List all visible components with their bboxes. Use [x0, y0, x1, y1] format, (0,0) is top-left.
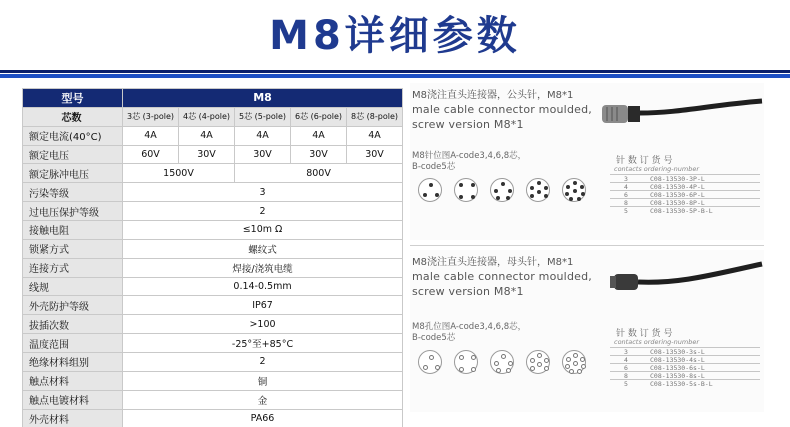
contact-dot: [565, 364, 570, 369]
spec-rows: [23, 183, 403, 427]
contact-dot: [537, 181, 541, 185]
spec-row-label: 锁紧方式: [23, 239, 123, 258]
spec-impulse-label: 额定脉冲电压: [23, 164, 123, 183]
contact-dot: [544, 358, 549, 363]
spec-current-value: 4A: [123, 126, 179, 145]
spec-cores-option: 8芯 (8-pole): [347, 107, 403, 126]
spec-voltage-value: 30V: [291, 145, 347, 164]
contact-dot: [501, 354, 506, 359]
spec-voltage-label: 额定电压: [23, 145, 123, 164]
spec-row-label: 拔插次数: [23, 315, 123, 334]
order-contacts: 8: [624, 199, 628, 207]
contact-dot: [494, 361, 499, 366]
male-connector-panel: [410, 83, 764, 240]
male-order-header: 针 数 订 货 号: [616, 156, 673, 166]
contact-dot: [581, 192, 585, 196]
contact-dot: [573, 189, 577, 193]
contact-dot: [581, 364, 586, 369]
spec-row: [23, 371, 403, 390]
spec-current-value: 4A: [347, 126, 403, 145]
order-contacts: 3: [624, 175, 628, 183]
spec-row-label: 连接方式: [23, 258, 123, 277]
contact-dot: [530, 186, 534, 190]
contact-dot: [537, 190, 541, 194]
order-number: C08-13530-6s-L: [650, 364, 705, 372]
spec-voltage-value: 30V: [347, 145, 403, 164]
contact-dot: [569, 369, 574, 374]
contact-dot: [573, 181, 577, 185]
contact-dot: [566, 357, 571, 362]
female-order-subheader: contacts ordering-number: [614, 338, 699, 346]
contact-dot: [530, 358, 535, 363]
page-title: M8详细参数: [269, 13, 521, 59]
contact-dot: [501, 182, 505, 186]
order-row: [610, 379, 760, 388]
title-underline: [0, 70, 790, 78]
contact-dot: [580, 185, 584, 189]
male-en-line2: screw version M8*1: [412, 118, 524, 131]
spec-row-label: 绝缘材料组别: [23, 353, 123, 372]
male-pin-diagram: [490, 178, 514, 202]
spec-row-value: 金: [123, 390, 403, 409]
order-number: C08-13530-4s-L: [650, 356, 705, 364]
contact-dot: [459, 355, 464, 360]
spec-row: [23, 183, 403, 202]
spec-voltage-row: [23, 145, 403, 164]
spec-row-value: IP67: [123, 296, 403, 315]
female-cable-image: [600, 258, 764, 298]
spec-row-value: -25°至+85°C: [123, 334, 403, 353]
spec-header-row: [23, 89, 403, 108]
order-number: C08-13530-5P-B-L: [650, 207, 713, 215]
contact-dot: [429, 183, 433, 187]
spec-row-label: 污染等级: [23, 183, 123, 202]
contact-dot: [577, 197, 581, 201]
contact-dot: [496, 368, 501, 373]
spec-current-value: 4A: [235, 126, 291, 145]
spec-row-value: 2: [123, 202, 403, 221]
female-order-header: 针 数 订 货 号: [616, 329, 673, 339]
spec-row-value: 3: [123, 183, 403, 202]
contact-dot: [459, 195, 463, 199]
spec-row: [23, 277, 403, 296]
spec-row-value: 2: [123, 353, 403, 372]
order-number: C08-13530-8s-L: [650, 372, 705, 380]
contact-dot: [544, 194, 548, 198]
male-order-table: [610, 153, 760, 213]
spec-row: [23, 315, 403, 334]
spec-current-value: 4A: [291, 126, 347, 145]
spec-impulse-value: 800V: [235, 164, 403, 183]
spec-header-value: M8: [123, 89, 403, 108]
male-code-line2: B-code5芯: [412, 162, 456, 172]
male-code-line1: M8针位图A-code3,4,6,8芯，: [412, 151, 527, 161]
socket-pin-diagram: [526, 350, 550, 374]
female-code-line1: M8孔位图A-code3,4,6,8芯，: [412, 322, 527, 332]
male-pin-diagram: [562, 178, 586, 202]
socket-pin-diagram: [418, 350, 442, 374]
contact-dot: [459, 367, 464, 372]
spec-cores-option: 3芯 (3-pole): [123, 107, 179, 126]
order-contacts: 4: [624, 183, 628, 191]
contact-dot: [423, 193, 427, 197]
contact-dot: [577, 369, 582, 374]
contact-dot: [537, 353, 542, 358]
contact-dot: [537, 362, 542, 367]
contact-dot: [580, 357, 585, 362]
spec-row: [23, 221, 403, 240]
male-cable-image: [600, 95, 764, 135]
spec-row-label: 外壳防护等级: [23, 296, 123, 315]
order-contacts: 8: [624, 372, 628, 380]
order-contacts: 4: [624, 356, 628, 364]
spec-row-value: ≤10m Ω: [123, 221, 403, 240]
spec-voltage-value: 30V: [235, 145, 291, 164]
male-pin-diagram: [454, 178, 478, 202]
contact-dot: [423, 365, 428, 370]
spec-row-label: 外壳材料: [23, 409, 123, 427]
contact-dot: [429, 355, 434, 360]
contact-dot: [530, 366, 535, 371]
spec-row-label: 触点材料: [23, 371, 123, 390]
contact-dot: [544, 186, 548, 190]
contact-dot: [471, 367, 476, 372]
contact-dot: [573, 353, 578, 358]
order-contacts: 5: [624, 207, 628, 215]
spec-current-row: [23, 126, 403, 145]
spec-row: [23, 202, 403, 221]
spec-impulse-value: 1500V: [123, 164, 235, 183]
male-en-line1: male cable connector moulded,: [412, 103, 592, 116]
socket-pin-diagram: [562, 350, 586, 374]
spec-cores-option: 6芯 (6-pole): [291, 107, 347, 126]
spec-current-value: 4A: [179, 126, 235, 145]
contact-dot: [471, 355, 476, 360]
spec-row: [23, 409, 403, 427]
order-row: [610, 206, 760, 215]
order-contacts: 3: [624, 348, 628, 356]
socket-pin-diagram: [490, 350, 514, 374]
contact-dot: [496, 196, 500, 200]
spec-row-value: 铜: [123, 371, 403, 390]
spec-voltage-value: 60V: [123, 145, 179, 164]
spec-impulse-row: [23, 164, 403, 183]
spec-cores-option: 5芯 (5-pole): [235, 107, 291, 126]
spec-row: [23, 353, 403, 372]
female-code-line2: B-code5芯: [412, 333, 456, 343]
spec-row: [23, 239, 403, 258]
contact-dot: [494, 189, 498, 193]
contact-dot: [573, 361, 578, 366]
spec-cores-row: [23, 107, 403, 126]
female-order-table: [610, 326, 760, 388]
female-en-line2: screw version M8*1: [412, 285, 524, 298]
male-order-subheader: contacts ordering-number: [614, 165, 699, 173]
spec-row: [23, 296, 403, 315]
male-pin-diagram: [526, 178, 550, 202]
order-number: C08-13530-5s-B-L: [650, 380, 713, 388]
spec-row-label: 触点电镀材料: [23, 390, 123, 409]
contact-dot: [459, 183, 463, 187]
spec-row-label: 线规: [23, 277, 123, 296]
contact-dot: [566, 185, 570, 189]
order-number: C08-13530-8P-L: [650, 199, 705, 207]
female-connector-panel: [410, 250, 764, 412]
contact-dot: [565, 192, 569, 196]
spec-row: [23, 258, 403, 277]
male-pin-diagram: [418, 178, 442, 202]
spec-row: [23, 390, 403, 409]
contact-dot: [544, 366, 549, 371]
contact-dot: [435, 193, 439, 197]
order-number: C08-13530-3P-L: [650, 175, 705, 183]
spec-cores-option: 4芯 (4-pole): [179, 107, 235, 126]
female-en-line1: male cable connector moulded,: [412, 270, 592, 283]
order-number: C08-13530-6P-L: [650, 191, 705, 199]
contact-dot: [508, 361, 513, 366]
panel-divider: [410, 245, 764, 246]
contact-dot: [508, 189, 512, 193]
contact-dot: [471, 183, 475, 187]
contact-dot: [435, 365, 440, 370]
spec-table: [22, 88, 403, 427]
spec-row-label: 接触电阻: [23, 221, 123, 240]
spec-row-value: >100: [123, 315, 403, 334]
order-number: C08-13530-3s-L: [650, 348, 705, 356]
contact-dot: [569, 197, 573, 201]
order-contacts: 6: [624, 364, 628, 372]
spec-row-value: 0.14-0.5mm: [123, 277, 403, 296]
spec-voltage-value: 30V: [179, 145, 235, 164]
female-title: M8浇注直头连接器，母头针，M8*1: [412, 257, 574, 268]
contact-dot: [471, 195, 475, 199]
spec-cores-label: 芯数: [23, 107, 123, 126]
spec-row-value: 焊接/浇筑电缆: [123, 258, 403, 277]
spec-row: [23, 334, 403, 353]
male-title: M8浇注直头连接器，公头针，M8*1: [412, 90, 574, 101]
contact-dot: [530, 194, 534, 198]
socket-pin-diagram: [454, 350, 478, 374]
spec-header-label: 型号: [23, 89, 123, 108]
spec-row-value: 螺纹式: [123, 239, 403, 258]
order-number: C08-13530-4P-L: [650, 183, 705, 191]
spec-row-label: 过电压保护等级: [23, 202, 123, 221]
order-contacts: 6: [624, 191, 628, 199]
order-contacts: 5: [624, 380, 628, 388]
contact-dot: [506, 368, 511, 373]
spec-row-value: PA66: [123, 409, 403, 427]
spec-current-label: 额定电流(40°C): [23, 126, 123, 145]
contact-dot: [506, 196, 510, 200]
spec-row-label: 温度范围: [23, 334, 123, 353]
